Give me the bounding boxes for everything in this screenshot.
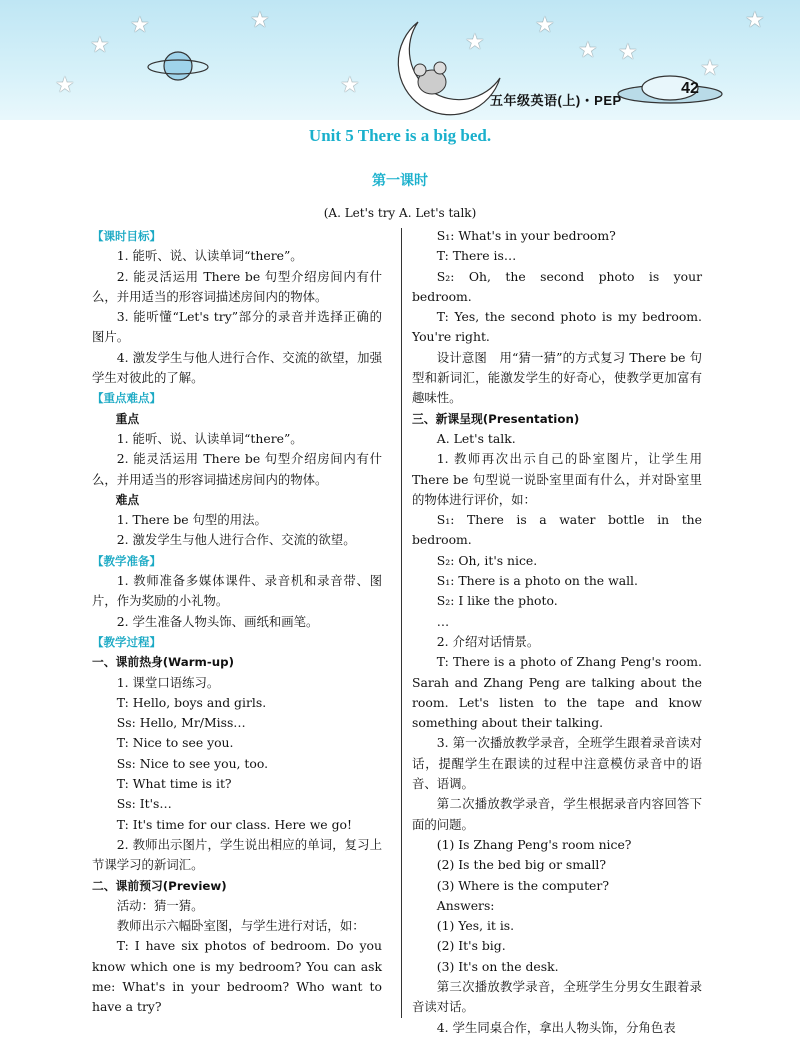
lesson-subtitle: (A. Let's try A. Let's talk) [323,206,477,220]
paragraph: (3) Where is the computer? [436,877,609,893]
star-icon: ★ [618,40,638,65]
paragraph: T: Yes, the second photo is my bedroom. You're right. [412,309,702,345]
paragraph: Answers: [436,897,495,913]
planet-icon [148,52,208,80]
paragraph: 3. 第一次播放教学录音，全班学生跟着录音读对话，提醒学生在跟读的过程中注意模仿录音中的语音、语调。 [412,735,702,792]
paragraph: 第三次播放教学录音，全班学生分男女生跟着录音读对话。 [412,978,702,1015]
paragraph: T: I have six photos of bedroom. Do you know which one is my bedroom? You can ask me: What's in your bedroom? Who want to have a try? [92,938,382,1015]
paragraph: 设计意图 用“猜一猜”的方式复习 There be 句型和新词汇，能激发学生的好奇心，使教学更加富有趣味性。 [412,349,702,406]
sub-heading: 难点 [115,492,140,507]
paragraph: 2. 能灵活运用 There be 句型介绍房间内有什么，并用适当的形容词描述房间内的物体。 [92,268,382,304]
paragraph: 1. 教师准备多媒体课件、录音机和录音带、图片，作为奖励的小礼物。 [92,573,382,609]
lesson-title: 第一课时 [372,173,428,189]
header-banner [0,0,800,120]
paragraph: (1) Is Zhang Peng's room nice? [436,836,632,852]
paragraph: 第二次播放教学录音，学生根据录音内容回答下面的问题。 [412,796,702,832]
paragraph: … [436,613,450,629]
section-tag: 【教学过程】 [92,634,161,649]
star-icon: ★ [578,38,598,63]
paragraph: 4. 激发学生与他人进行合作、交流的欲望，加强学生对彼此的了解。 [92,349,382,386]
star-icon: ★ [55,73,75,98]
paragraph: 2. 学生准备人物头饰、画纸和画笔。 [116,613,319,629]
paragraph: 教师出示六幅卧室图，与学生进行对话，如： [116,918,365,934]
column-divider [401,228,402,1018]
paragraph: A. Let's talk. [436,430,516,446]
paragraph: S₂: Oh, it's nice. [436,552,538,568]
paragraph: T: Nice to see you. [116,735,234,751]
paragraph: 3. 能听懂“Let's try”部分的录音并选择正确的图片。 [92,309,382,345]
paragraph: S₁: There is a photo on the wall. [436,573,638,589]
paragraph: 2. 激发学生与他人进行合作、交流的欲望。 [116,532,356,548]
paragraph: 1. There be 句型的用法。 [116,512,267,528]
paragraph: T: Hello, boys and girls. [116,694,267,710]
paragraph: S₁: There is a water bottle in the bedroom. [412,512,702,548]
star-icon: ★ [535,13,555,38]
star-icon: ★ [250,8,270,33]
paragraph: (2) Is the bed big or small? [436,857,606,873]
paragraph: 1. 能听、说、认读单词“there”。 [116,430,303,446]
star-icon: ★ [340,73,360,98]
paragraph: T: There is a photo of Zhang Peng's room. Sarah and Zhang Peng are talking about the room. Let's listen to the tape and know something about their talking. [412,654,702,731]
paragraph: 活动：猜一猜。 [116,897,204,913]
paragraph: 2. 介绍对话情景。 [436,633,540,649]
section-tag: 【重点难点】 [92,391,161,406]
paragraph: 1. 能听、说、认读单词“there”。 [116,248,303,264]
section-heading: 一、课前热身(Warm-up) [92,655,234,670]
paragraph: Ss: Hello, Mr/Miss… [116,715,246,731]
star-icon: ★ [90,33,110,58]
star-icon: ★ [745,8,765,33]
section-tag: 【教学准备】 [92,553,161,568]
paragraph: (3) It's on the desk. [436,958,559,974]
unit-title: Unit 5 There is a big bed. [308,126,492,145]
paragraph: (1) Yes, it is. [436,918,515,934]
star-icon: ★ [130,13,150,38]
page-number: 42 [681,80,699,97]
star-icon: ★ [465,30,485,55]
left-column [92,226,382,1018]
paragraph: 1. 课堂口语练习。 [116,674,220,690]
paragraph: 2. 教师出示图片，学生说出相应的单词，复习上节课学习的新词汇。 [92,836,382,873]
paragraph: T: There is… [436,248,517,264]
banner-decoration [0,0,800,120]
star-icon: ★ [700,56,720,81]
paragraph: (2) It's big. [436,938,506,954]
sub-heading: 重点 [115,411,140,426]
paragraph: S₂: I like the photo. [436,593,558,609]
paragraph: T: It's time for our class. Here we go! [116,816,352,832]
section-heading: 二、课前预习(Preview) [92,878,227,893]
paragraph: T: What time is it? [116,776,232,792]
paragraph: Ss: It's… [116,796,172,812]
paragraph: Ss: Nice to see you, too. [116,755,269,771]
section-heading: 三、新课呈现(Presentation) [412,411,580,426]
paragraph: 1. 教师再次出示自己的卧室图片，让学生用 There be 句型说一说卧室里面有什么，并对卧室里的物体进行评价，如： [412,451,702,507]
paragraph: S₁: What's in your bedroom? [436,228,616,243]
paragraph: 2. 能灵活运用 There be 句型介绍房间内有什么，并用适当的形容词描述房间内的物体。 [92,451,382,487]
section-tag: 【课时目标】 [92,229,161,243]
paragraph: S₂: Oh, the second photo is your bedroom. [412,268,702,304]
right-column [412,226,702,1038]
paragraph: 4. 学生同桌合作，拿出人物头饰，分角色表 [436,1019,676,1035]
book-series-label: 五年级英语(上)・PEP [490,93,622,108]
